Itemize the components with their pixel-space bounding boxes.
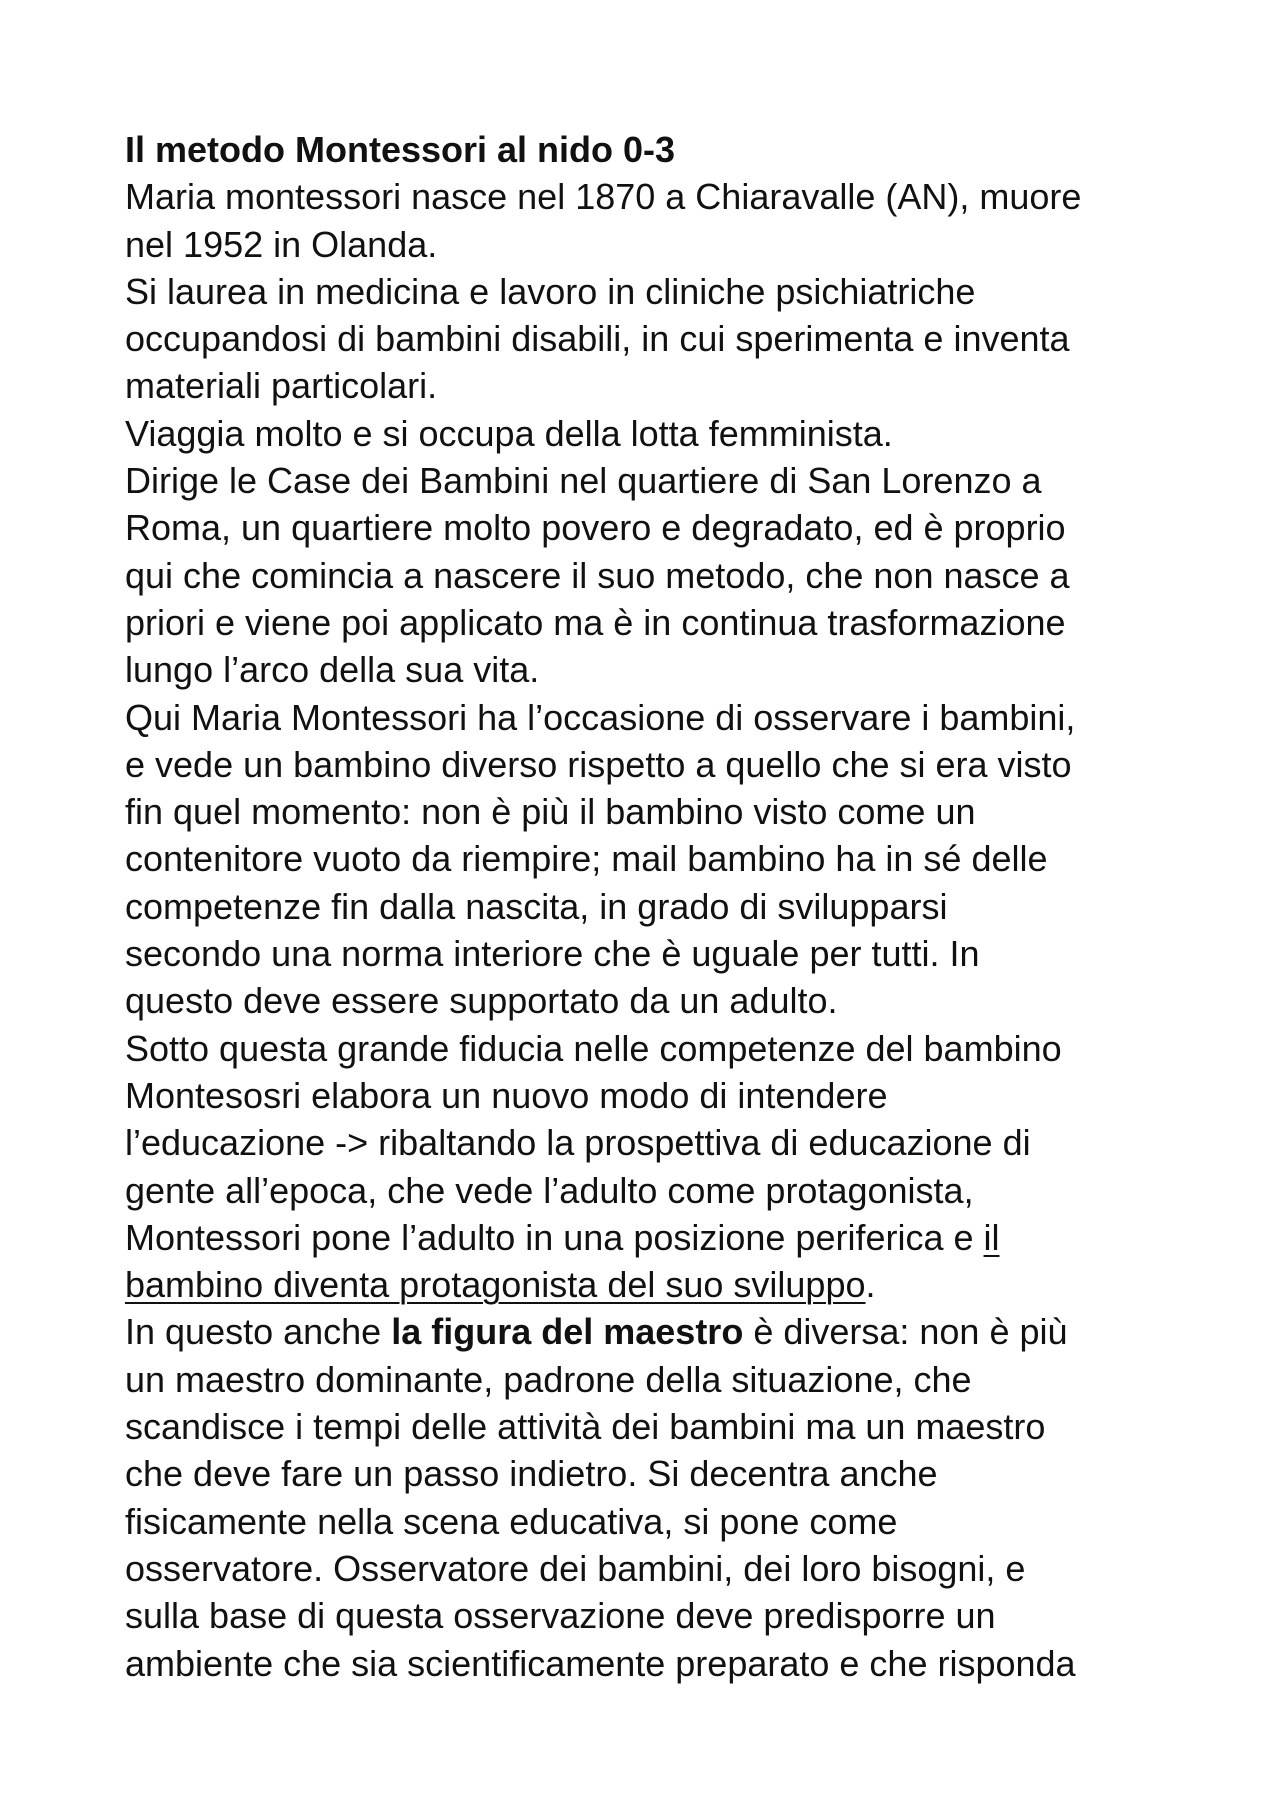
text-line: priori e viene poi applicato ma è in continua trasformazione — [125, 601, 1066, 643]
text-line: Montesosri elabora un nuovo modo di intendere — [125, 1074, 888, 1116]
text-line: l’educazione -> ribaltando la prospettiva di educazione di — [125, 1122, 1031, 1164]
text-line: e vede un bambino diverso rispetto a quello che si era visto — [125, 743, 1072, 785]
text-line: osservatore. Osservatore dei bambini, dei loro bisogni, e — [125, 1547, 1026, 1589]
text-line: fin quel momento: non è più il bambino visto come un — [125, 791, 976, 833]
text-line: Viaggia molto e si occupa della lotta femminista. — [125, 412, 893, 454]
bold-phrase: la figura del maestro — [391, 1311, 744, 1353]
text-line: Dirige le Case dei Bambini nel quartiere di San Lorenzo a — [125, 460, 1042, 502]
text-line: contenitore vuoto da riempire; mail bambino ha in sé delle — [125, 838, 1048, 880]
text-line — [125, 1261, 1185, 1308]
text-line: lungo l’arco della sua vita. — [125, 649, 540, 691]
text-line: Maria montessori nasce nel 1870 a Chiaravalle (AN), muore — [125, 176, 1082, 218]
text-segment: è diversa: non è più — [743, 1311, 1068, 1353]
text-line: fisicamente nella scena educativa, si pone come — [125, 1500, 898, 1542]
text-line: che deve fare un passo indietro. Si decentra anche — [125, 1453, 938, 1495]
underlined-phrase: il — [983, 1216, 1000, 1258]
text-line: qui che comincia a nascere il suo metodo, che non nasce a — [125, 554, 1070, 596]
text-line: scandisce i tempi delle attività dei bambini ma un maestro — [125, 1406, 1046, 1448]
text-line: sulla base di questa osservazione deve predisporre un — [125, 1595, 996, 1637]
text-line: nel 1952 in Olanda. — [125, 223, 438, 265]
text-line: Qui Maria Montessori ha l’occasione di osservare i bambini, — [125, 696, 1076, 738]
underlined-phrase: bambino diventa protagonista del suo sviluppo — [125, 1264, 866, 1306]
text-line: Roma, un quartiere molto povero e degradato, ed è proprio — [125, 507, 1066, 549]
text-line: competenze fin dalla nascita, in grado di svilupparsi — [125, 885, 948, 927]
text-line: gente all’epoca, che vede l’adulto come protagonista, — [125, 1169, 974, 1211]
text-line: un maestro dominante, padrone della situazione, che — [125, 1358, 972, 1400]
text-segment: . — [865, 1264, 876, 1306]
text-line: Si laurea in medicina e lavoro in cliniche psichiatriche — [125, 270, 976, 312]
text-segment: Montessori pone l’adulto in una posizione periferica e — [125, 1216, 984, 1258]
text-line: materiali particolari. — [125, 365, 438, 407]
text-line: occupandosi di bambini disabili, in cui sperimenta e inventa — [125, 318, 1070, 360]
text-line: ambiente che sia scientificamente preparato e che risponda — [125, 1642, 1076, 1684]
text-line: questo deve essere supportato da un adulto. — [125, 980, 838, 1022]
text-line — [125, 1308, 1185, 1355]
text-line: Sotto questa grande fiducia nelle competenze del bambino — [125, 1027, 1062, 1069]
document-title: Il metodo Montessori al nido 0-3 — [125, 129, 676, 170]
text-segment: In questo anche — [125, 1311, 392, 1353]
text-line — [125, 1214, 1185, 1261]
text-line: secondo una norma interiore che è uguale per tutti. In — [125, 933, 980, 975]
document-page — [125, 126, 1185, 1687]
